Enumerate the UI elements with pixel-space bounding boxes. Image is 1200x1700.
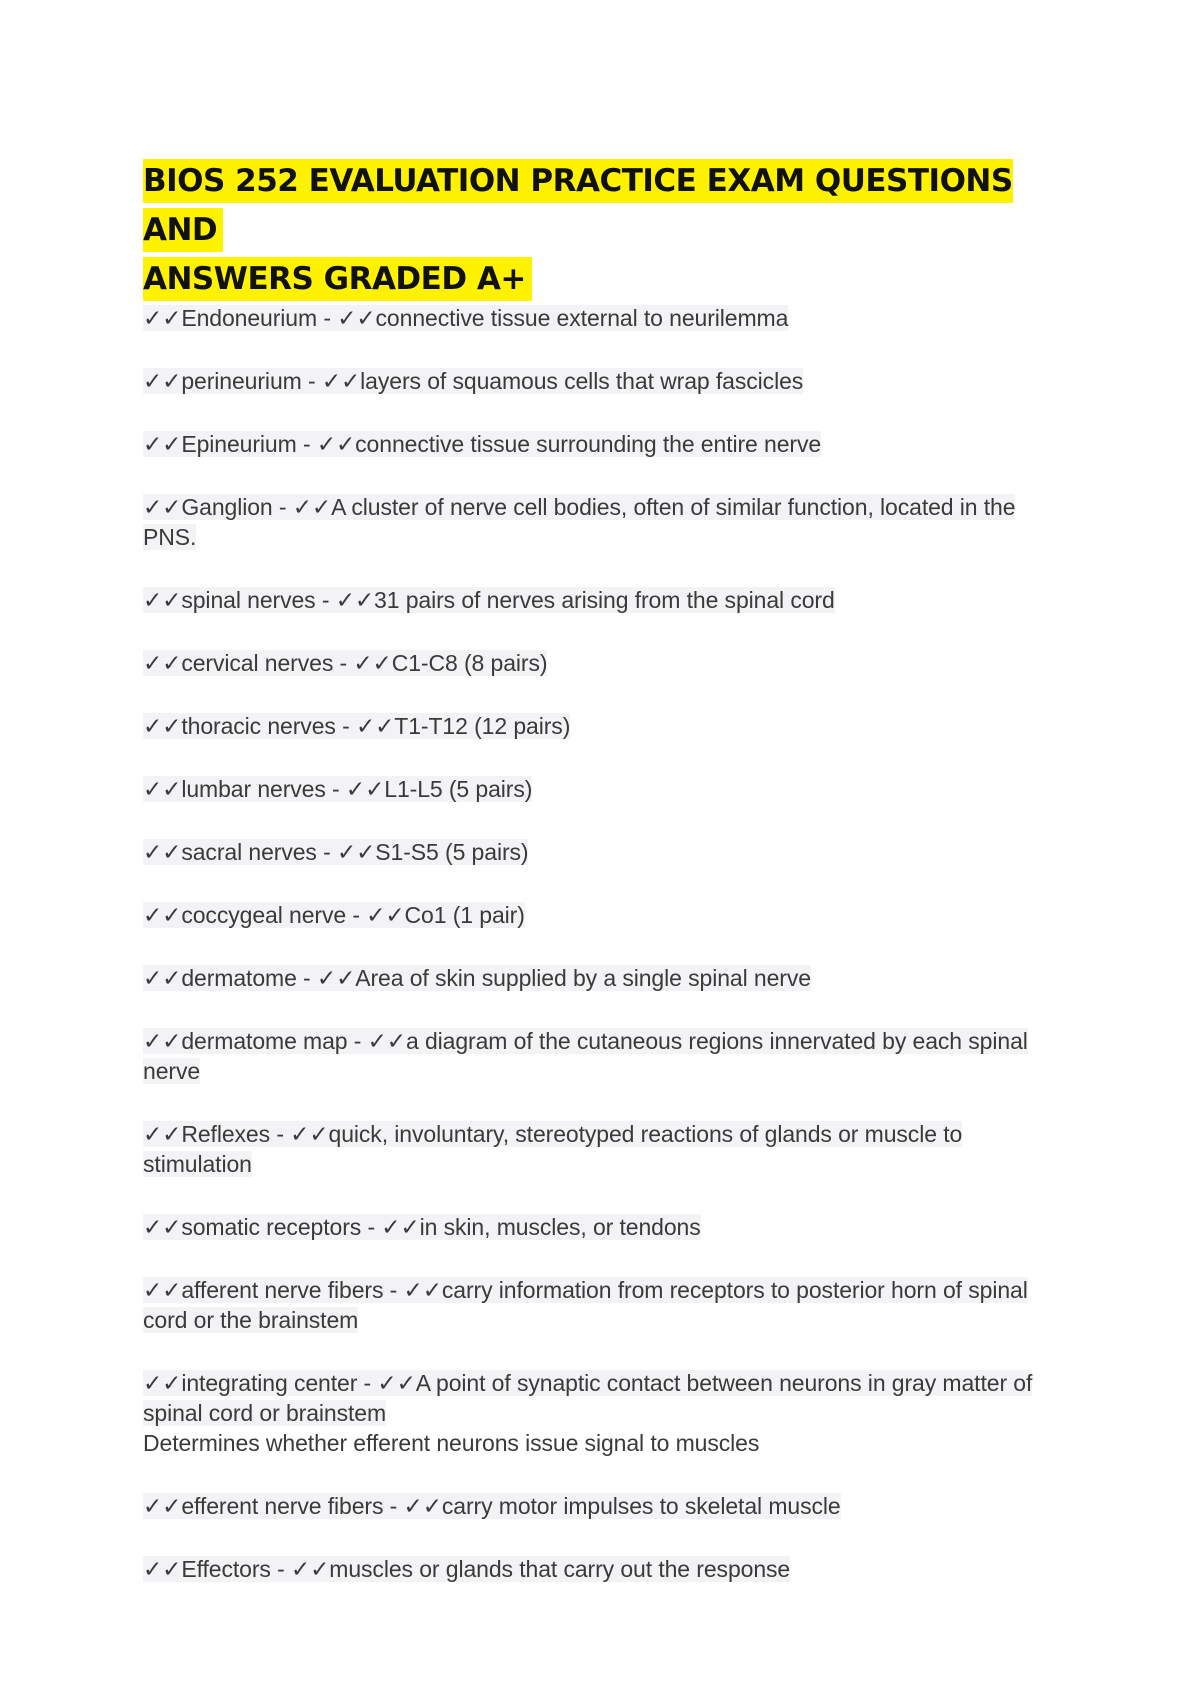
flashcard-entry bbox=[143, 366, 1073, 396]
flashcard-entry bbox=[143, 1554, 1073, 1584]
title-text-1: BIOS 252 EVALUATION PRACTICE EXAM QUESTIONS AND bbox=[143, 159, 1013, 252]
flashcard-entry bbox=[143, 1491, 1073, 1521]
entry-text: ✓✓afferent nerve fibers - ✓✓carry information from receptors to posterior horn of spinal cord or the brainstem bbox=[143, 1277, 1028, 1333]
entry-text: ✓✓somatic receptors - ✓✓in skin, muscles, or tendons bbox=[143, 1214, 701, 1240]
entry-text: ✓✓Effectors - ✓✓muscles or glands that carry out the response bbox=[143, 1556, 791, 1582]
entry-text: ✓✓Reflexes - ✓✓quick, involuntary, stereotyped reactions of glands or muscle to stimulation bbox=[143, 1121, 963, 1177]
document-title bbox=[143, 156, 1073, 303]
flashcard-entry bbox=[143, 837, 1073, 867]
flashcard-list bbox=[143, 303, 1073, 1584]
flashcard-entry bbox=[143, 429, 1073, 459]
flashcard-entry bbox=[143, 303, 1073, 333]
entry-text: ✓✓efferent nerve fibers - ✓✓carry motor impulses to skeletal muscle bbox=[143, 1493, 841, 1519]
document-page bbox=[143, 156, 1073, 1617]
flashcard-entry bbox=[143, 1026, 1073, 1086]
flashcard-entry bbox=[143, 774, 1073, 804]
entry-text: ✓✓coccygeal nerve - ✓✓Co1 (1 pair) bbox=[143, 902, 525, 928]
flashcard-entry bbox=[143, 963, 1073, 993]
flashcard-entry bbox=[143, 1368, 1073, 1458]
flashcard-entry bbox=[143, 900, 1073, 930]
entry-text: ✓✓thoracic nerves - ✓✓T1-T12 (12 pairs) bbox=[143, 713, 571, 739]
flashcard-entry bbox=[143, 1275, 1073, 1335]
entry-text: ✓✓perineurium - ✓✓layers of squamous cells that wrap fascicles bbox=[143, 368, 804, 394]
entry-text: ✓✓dermatome - ✓✓Area of skin supplied by a single spinal nerve bbox=[143, 965, 811, 991]
entry-text: ✓✓Epineurium - ✓✓connective tissue surrounding the entire nerve bbox=[143, 431, 822, 457]
entry-text: ✓✓sacral nerves - ✓✓S1-S5 (5 pairs) bbox=[143, 839, 529, 865]
title-line-1 bbox=[143, 156, 1073, 254]
entry-text: ✓✓cervical nerves - ✓✓C1-C8 (8 pairs) bbox=[143, 650, 548, 676]
flashcard-entry bbox=[143, 492, 1073, 552]
entry-text: ✓✓Endoneurium - ✓✓connective tissue external to neurilemma bbox=[143, 305, 789, 331]
entry-text: ✓✓spinal nerves - ✓✓31 pairs of nerves arising from the spinal cord bbox=[143, 587, 835, 613]
title-text-2: ANSWERS GRADED A+ bbox=[143, 257, 532, 301]
flashcard-entry bbox=[143, 711, 1073, 741]
entry-text: ✓✓Ganglion - ✓✓A cluster of nerve cell bodies, often of similar function, located in the PNS. bbox=[143, 494, 1016, 550]
entry-text: ✓✓integrating center - ✓✓A point of synaptic contact between neurons in gray matter of spinal cord or brainstem bbox=[143, 1370, 1033, 1426]
entry-extra-text: Determines whether efferent neurons issue signal to muscles bbox=[143, 1430, 760, 1456]
entry-text: ✓✓lumbar nerves - ✓✓L1-L5 (5 pairs) bbox=[143, 776, 533, 802]
flashcard-entry bbox=[143, 648, 1073, 678]
flashcard-entry bbox=[143, 1119, 1073, 1179]
flashcard-entry bbox=[143, 585, 1073, 615]
entry-text: ✓✓dermatome map - ✓✓a diagram of the cutaneous regions innervated by each spinal nerve bbox=[143, 1028, 1028, 1084]
title-line-2 bbox=[143, 254, 1073, 303]
flashcard-entry bbox=[143, 1212, 1073, 1242]
